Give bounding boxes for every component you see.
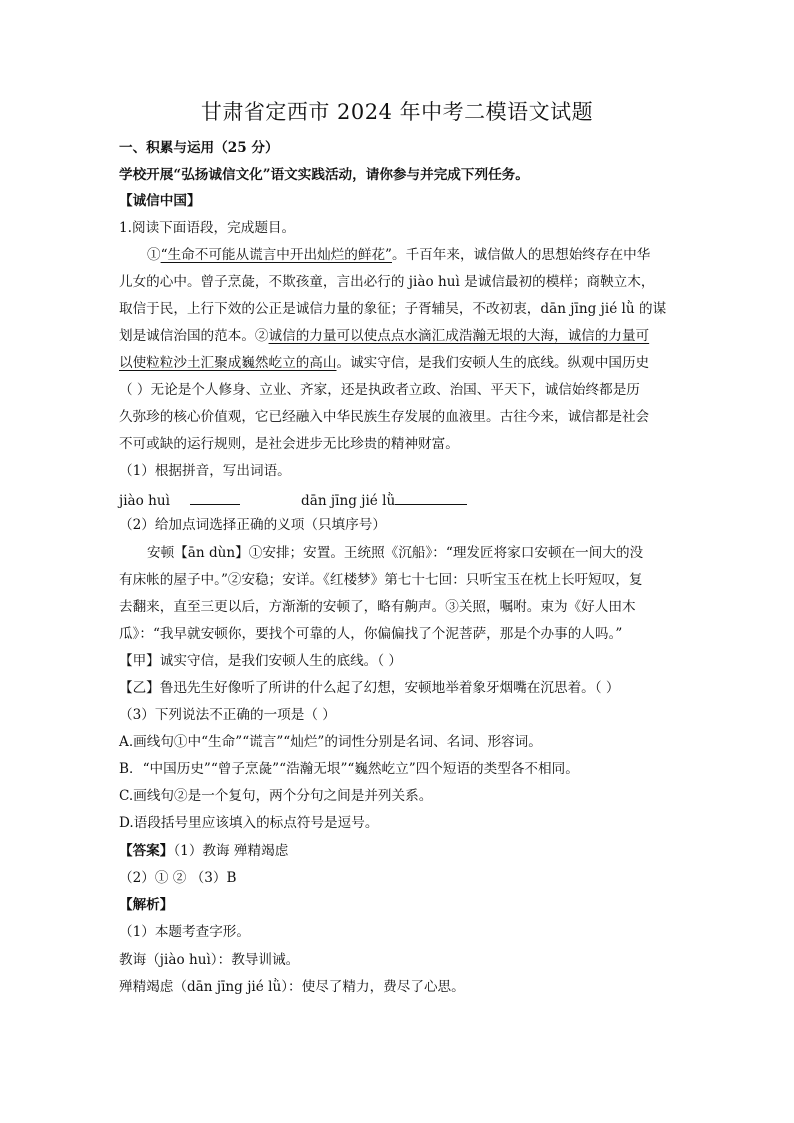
passage-line-2: 儿女的心中。曾子烹彘，不欺孩童，言出必行的 jiào huì 是诚信最初的模样；商鞅立木，	[119, 274, 655, 290]
passage-line-8: 不可或缺的运行规则，是社会进步无比珍贵的精神财富。	[119, 436, 459, 452]
answer-blank-2[interactable]	[395, 490, 467, 505]
passage-text: 划是诚信治国的范本。②	[119, 328, 269, 344]
analysis-tag: 【解析】	[119, 897, 174, 913]
sentence-1-marker: ①	[147, 247, 161, 263]
pinyin-blanks	[119, 490, 467, 510]
passage-line-3: 取信于民，上行下效的公正是诚信力量的象征；子胥辅吴，不改初衷，dān jīng jié lǜ 的谋	[119, 301, 667, 317]
answer-line-1	[119, 842, 288, 860]
task-intro: 学校开展“弘扬诚信文化”语文实践活动，请你参与并完成下列任务。	[119, 167, 529, 183]
answer-tag: 【答案】	[119, 843, 174, 859]
underlined-sentence-2-cont: 以使粒粒沙土汇聚成巍然屹立的高山	[119, 355, 337, 371]
answer-text: （1）教诲 殚精竭虑	[173, 843, 289, 859]
underlined-sentence-2: 诚信的力量可以使点点水滴汇成浩瀚无垠的大海，诚信的力量可	[268, 328, 650, 344]
definition-line-1: 安顿【ān dùn】①安排；安置。王统照《沉船》：“理发匠将家口安顿在一间大的没	[147, 545, 644, 561]
definition-line-4: 瓜》：“我早就安顿你，要找个可靠的人，你偏偏找了个泥菩萨，那是个办事的人吗。”	[119, 626, 623, 642]
analysis-line-3: 殚精竭虑（dān jīng jié lǜ）：使尽了精力，费尽了心思。	[119, 979, 465, 995]
answer-blank-1[interactable]	[190, 490, 240, 505]
section-heading: 一、积累与运用（25 分）	[119, 140, 279, 156]
section-tag-china: 【诚信中国】	[119, 193, 201, 209]
page-title: 甘肃省定西市 2024 年中考二模语文试题	[200, 100, 594, 124]
underlined-sentence-1: “生命不可能从谎言中开出灿烂的鲜花”	[160, 247, 392, 263]
definition-line-3: 去翻来，直至三更以后，方渐渐的安顿了，略有齁声。③关照，嘱咐。束为《好人田木	[119, 599, 636, 615]
passage-line-7: 久弥珍的核心价值观，它已经融入中华民族生存发展的血液里。古往今来，诚信都是社会	[119, 409, 650, 425]
option-d: D.语段括号里应该填入的标点符号是逗号。	[119, 815, 379, 831]
analysis-line-1: （1）本题考查字形。	[119, 924, 250, 940]
sub-question-2: （2）给加点词选择正确的义项（只填序号）	[119, 517, 386, 533]
passage-text: 。诚实守信，是我们安顿人生的底线。纵观中国历史	[336, 355, 650, 371]
question-1-prompt: 1.阅读下面语段，完成题目。	[119, 220, 296, 236]
option-b: B．“中国历史”“曾子烹彘”“浩瀚无垠”“巍然屹立”四个短语的类型各不相同。	[119, 761, 579, 777]
sentence-yi: 【乙】鲁迅先生好像听了所讲的什么起了幻想，安顿地举着象牙烟嘴在沉思着。（ ）	[119, 680, 620, 696]
answer-line-2: （2）① ② （3）B	[119, 870, 237, 886]
pinyin-1: jiào huì	[119, 493, 171, 509]
passage-line-4	[119, 327, 649, 345]
passage-line-1	[147, 246, 650, 264]
option-c: C.画线句②是一个复句，两个分句之间是并列关系。	[119, 788, 433, 804]
passage-line-5	[119, 354, 649, 372]
passage-text: 。千百年来，诚信做人的思想始终存在中华	[392, 247, 651, 263]
option-a: A.画线句①中“生命”“谎言”“灿烂”的词性分别是名词、名词、形容词。	[119, 734, 542, 750]
passage-line-6: （ ）无论是个人修身、立业、齐家，还是执政者立政、治国、平天下，诚信始终都是历	[119, 382, 640, 398]
sub-question-1: （1）根据拼音，写出词语。	[119, 463, 291, 479]
pinyin-2: dān jīng jié lǜ	[301, 493, 396, 509]
definition-line-2: 有床帐的屋子中。”②安稳；安详。《红楼梦》第七十七回：只听宝玉在枕上长吁短叹，复	[119, 572, 643, 588]
sentence-jia: 【甲】诚实守信，是我们安顿人生的底线。（ ）	[119, 653, 402, 669]
analysis-line-2: 教诲（jiào huì）：教导训诫。	[119, 952, 300, 968]
sub-question-3: （3）下列说法不正确的一项是（ ）	[119, 707, 336, 723]
